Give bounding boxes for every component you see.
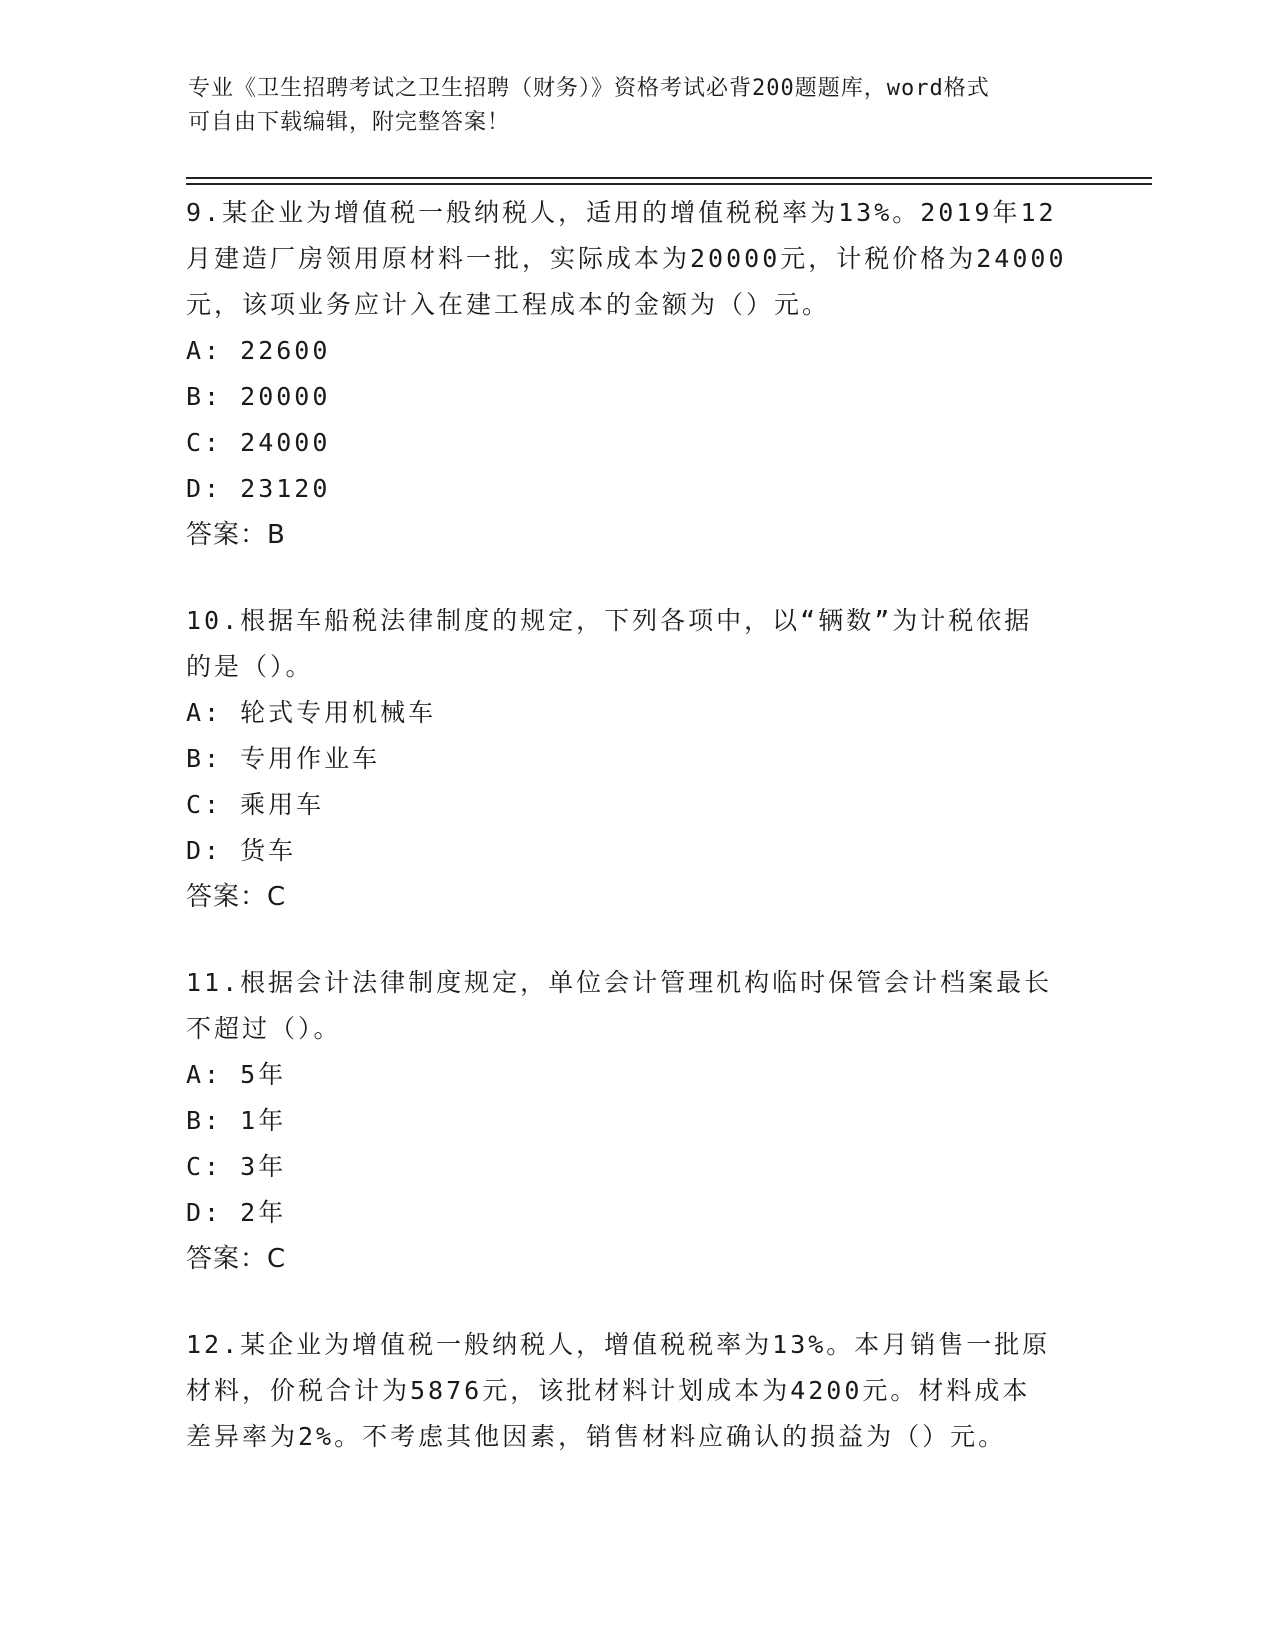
question-12 [186, 1322, 1086, 1460]
header-divider-top [186, 177, 1152, 179]
question-stem-line: 材料，价税合计为5876元，该批材料计划成本为4200元。材料成本 [186, 1376, 1031, 1405]
answer-line: 答案：C [186, 882, 287, 912]
option-b: B: 专用作业车 [186, 744, 381, 773]
option-a: A: 轮式专用机械车 [186, 698, 437, 727]
question-stem-line: 9.某企业为增值税一般纳税人，适用的增值税税率为13%。2019年12 [186, 198, 1057, 227]
question-10 [186, 598, 1086, 920]
option-d: D: 2年 [186, 1198, 287, 1227]
option-a: A: 22600 [186, 336, 331, 365]
answer-line: 答案：C [186, 1244, 287, 1274]
question-stem-line: 12.某企业为增值税一般纳税人，增值税税率为13%。本月销售一批原 [186, 1330, 1051, 1359]
question-stem-line: 月建造厂房领用原材料一批，实际成本为20000元，计税价格为24000 [186, 244, 1067, 273]
question-list [186, 190, 1086, 1500]
question-stem-line: 10.根据车船税法律制度的规定，下列各项中，以“辆数”为计税依据 [186, 606, 1033, 635]
header-line-2: 可自由下载编辑，附完整答案！ [188, 110, 511, 135]
option-d: D: 货车 [186, 836, 297, 865]
document-header [188, 72, 1068, 140]
question-9 [186, 190, 1086, 558]
option-b: B: 1年 [186, 1106, 287, 1135]
option-c: C: 乘用车 [186, 790, 325, 819]
option-b: B: 20000 [186, 382, 331, 411]
option-c: C: 24000 [186, 428, 331, 457]
option-a: A: 5年 [186, 1060, 287, 1089]
option-d: D: 23120 [186, 474, 331, 503]
question-stem-line: 11.根据会计法律制度规定，单位会计管理机构临时保管会计档案最长 [186, 968, 1053, 997]
header-line-1: 专业《卫生招聘考试之卫生招聘（财务）》资格考试必背200题题库，word格式 [188, 76, 990, 101]
question-11 [186, 960, 1086, 1282]
answer-line: 答案：B [186, 520, 286, 550]
header-divider-bottom [186, 183, 1152, 185]
option-c: C: 3年 [186, 1152, 287, 1181]
question-stem-line: 不超过（）。 [186, 1014, 342, 1043]
question-stem-line: 差异率为2%。不考虑其他因素，销售材料应确认的损益为（）元。 [186, 1422, 1007, 1451]
question-stem-line: 元，该项业务应计入在建工程成本的金额为（）元。 [186, 290, 831, 319]
question-stem-line: 的是（）。 [186, 652, 314, 681]
